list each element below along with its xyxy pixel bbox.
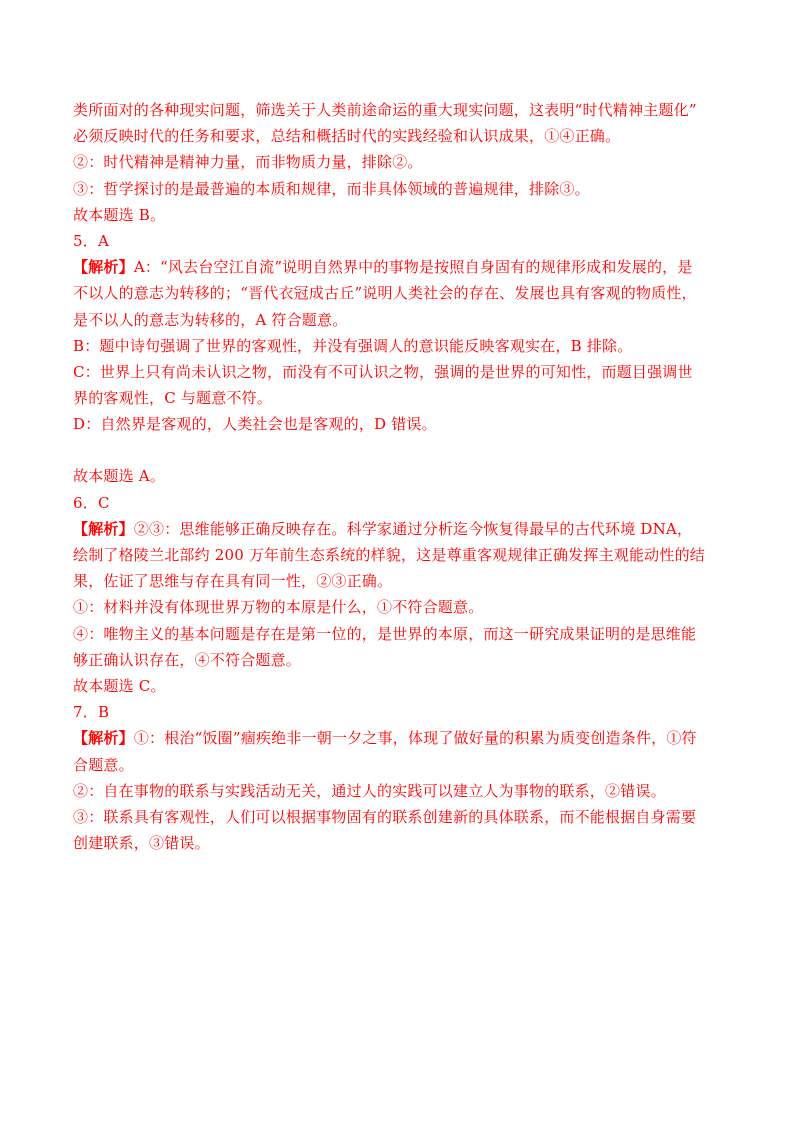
q5-text-line: 不以人的意志为转移的；“晋代衣冠成古丘”说明人类社会的存在、发展也具有客观的物质性， xyxy=(73,284,697,303)
q7-text: ①：根治“饭圈”痼疾绝非一朝一夕之事，体现了做好量的积累为质变创造条件，①符 xyxy=(133,729,697,748)
q6-text: ②③：思维能够正确反映存在。科学家通过分析迄今恢复得最早的古代环境 DNA， xyxy=(133,519,693,538)
q4-text-line: 类所面对的各种现实问题，筛选关于人类前途命运的重大现实问题，这表明“时代精神主题化” xyxy=(73,101,697,119)
analysis-label: 【解析】 xyxy=(73,258,134,277)
q6-text-line: 够正确认识存在，④不符合题意。 xyxy=(73,650,302,669)
q6-text-line: 绘制了格陵兰北部约 200 万年前生态系统的样貌，这是尊重客观规律正确发挥主观能动性的结 xyxy=(73,546,705,564)
blank-line xyxy=(73,437,733,463)
analysis-label: 【解析】 xyxy=(73,729,134,748)
q7-analysis-first-line xyxy=(73,725,733,751)
q7-text-line: 创建联系，③错误。 xyxy=(73,834,210,853)
q5-conclusion: 故本题选 A。 xyxy=(73,467,166,486)
q4-text-line: ②：时代精神是精神力量，而非物质力量，排除②。 xyxy=(73,153,423,172)
q5-text-line: C：世界上只有尚未认识之物，而没有不可认识之物，强调的是世界的可知性，而题目强调世 xyxy=(73,362,693,381)
q7-text-line: 合题意。 xyxy=(73,755,134,774)
q5-answer: 5．A xyxy=(73,231,109,250)
q4-conclusion: 故本题选 B。 xyxy=(73,205,166,224)
q6-text-line: ④：唯物主义的基本问题是存在是第一位的，是世界的本原，而这一研究成果证明的是思维能 xyxy=(73,624,697,643)
q6-answer: 6．C xyxy=(73,493,110,512)
q7-text-line: ②：自在事物的联系与实践活动无关，通过人的实践可以建立人为事物的联系，②错误。 xyxy=(73,781,666,800)
q4-text-line: 必须反映时代的任务和要求，总结和概括时代的实践经验和认识成果，①④正确。 xyxy=(73,127,621,146)
q5-text-line: 是不以人的意志为转移的，A 符合题意。 xyxy=(73,310,348,329)
q7-answer: 7．B xyxy=(73,703,110,722)
q6-conclusion: 故本题选 C。 xyxy=(73,676,166,695)
q5-text-line: D：自然界是客观的，人类社会也是客观的，D 错误。 xyxy=(73,415,437,434)
q6-text-line: 果，佐证了思维与存在具有同一性，②③正确。 xyxy=(73,572,393,591)
q5-text: A：“风去台空江自流”说明自然界中的事物是按照自身固有的规律形成和发展的，是 xyxy=(133,258,693,277)
q4-text-line: ③：哲学探讨的是最普遍的本质和规律，而非具体领域的普遍规律，排除③。 xyxy=(73,179,590,198)
q5-text-line: 界的客观性，C 与题意不符。 xyxy=(73,389,273,408)
analysis-label: 【解析】 xyxy=(73,519,134,538)
q6-analysis-first-line xyxy=(73,516,733,542)
q7-text-line: ③：联系具有客观性，人们可以根据事物固有的联系创建新的具体联系，而不能根据自身需要 xyxy=(73,807,697,826)
answer-analysis-text xyxy=(73,97,733,856)
q5-analysis-first-line xyxy=(73,254,733,280)
q6-text-line: ①：材料并没有体现世界万物的本原是什么，①不符合题意。 xyxy=(73,598,484,617)
q5-text-line: B：题中诗句强调了世界的客观性，并没有强调人的意识能反映客观实在，B 排除。 xyxy=(73,336,633,355)
